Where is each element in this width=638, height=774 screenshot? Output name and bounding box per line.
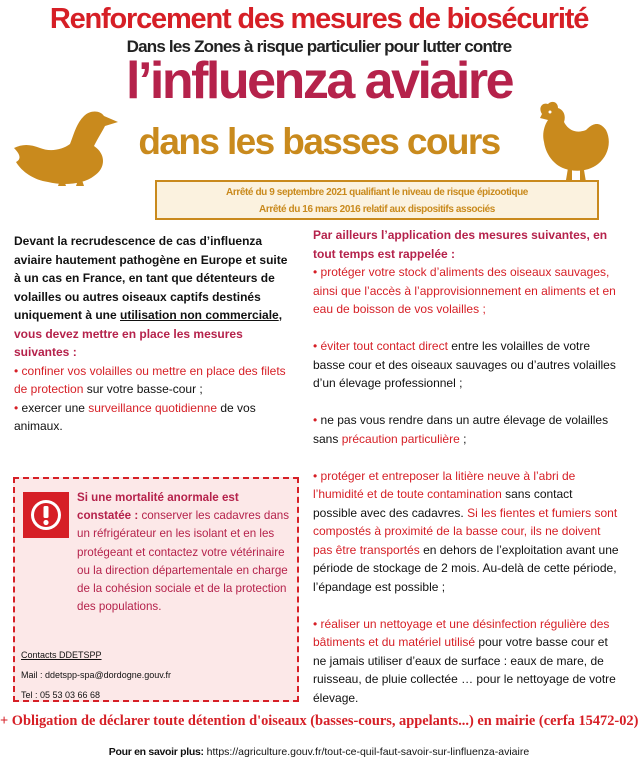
measure-3-bullet: • <box>313 413 321 427</box>
intro-text: Devant la recrudescence de cas d’influenza aviaire hautement pathogène en Europe et suite à un cas en France, en tant que détenteurs de volailles ou autres oiseaux captifs destinés uniquement à une <box>14 234 288 322</box>
alert-bold: Si une mortalité anormale est constatée : <box>77 491 239 523</box>
mortality-alert-box <box>13 477 299 702</box>
measure-3-red: précaution particulière <box>341 431 460 446</box>
duck-icon <box>8 104 120 186</box>
item2-a: exercer une <box>21 400 89 415</box>
item2-bullet: • <box>14 400 22 415</box>
measure-3-b: ; <box>459 431 467 446</box>
measure-5 <box>313 615 619 708</box>
intro-underlined: utilisation non commerciale <box>120 308 279 322</box>
measure-3-a: ne pas vous rendre dans un autre élevage de volailles sans <box>313 413 609 446</box>
right-column <box>313 226 619 707</box>
measure-2-red: • éviter tout contact direct <box>313 339 448 353</box>
left-item-1 <box>14 362 290 399</box>
intro-comma: , <box>278 308 283 322</box>
item2-b: de vos animaux. <box>14 400 256 433</box>
intro-red: vous devez mettre en place les mesures suivantes : <box>14 326 243 359</box>
item1-rest: sur votre basse-cour ; <box>83 382 203 396</box>
decrees-box <box>155 180 599 220</box>
left-column <box>14 232 290 436</box>
contact-tel: Tel : 05 53 03 66 68 <box>21 690 101 700</box>
hen-icon <box>528 100 612 184</box>
measure-4-red2: Si les fientes et fumiers sont compostés à proximité de la basse cour, ils ne doivent pas être transportés <box>313 505 618 557</box>
decree-line-2: Arrêté du 16 mars 2016 relatif aux dispositifs associés <box>259 204 495 215</box>
measure-4-rest2: en dehors de l’exploitation avant une période de stockage de 2 mois. Au-delà de cette période, l’épandage est possible ; <box>313 542 619 594</box>
measure-5-red: • réaliser un nettoyage et une désinfection régulière des bâtiments et du matériel utilisé <box>313 616 610 649</box>
more-label: Pour en savoir plus: <box>108 746 204 758</box>
item2-red: surveillance quotidienne <box>88 400 218 415</box>
alert-text <box>77 489 293 616</box>
measure-3 <box>313 411 619 448</box>
measure-4-rest1: sans contact possible avec des cadavres. <box>313 487 573 520</box>
decree-line-1: Arrêté du 9 septembre 2021 qualifiant le niveau de risque épizootique <box>226 187 528 198</box>
title-line-3: l’influenza aviaire <box>126 52 512 110</box>
contacts-heading: Contacts DDETSPP <box>21 650 102 660</box>
title-line-2: Dans les Zones à risque particulier pour lutter contre <box>126 37 512 56</box>
measure-4 <box>313 467 619 597</box>
measure-2-rest: entre les volailles de votre basse cour et des oiseaux sauvages ou d’autres volailles d’un élevage professionnel ; <box>313 339 616 390</box>
measure-5-rest: pour votre basse cour et ne jamais utiliser d’eaux de surface : eaux de mare, de ruisseau, de pluie collectée … pour le nettoyage de votre élevage. <box>313 635 616 705</box>
item1-red: • confiner vos volailles ou mettre en place des filets de protection <box>14 363 286 396</box>
more-info <box>0 746 638 758</box>
more-url-link[interactable]: https://agriculture.gouv.fr/tout-ce-quil-faut-savoir-sur-linfluenza-aviaire <box>203 746 530 758</box>
measure-4-red1: • protéger et entreposer la litière neuve à l’abri de l’humidité et de toute contamination <box>313 468 576 501</box>
declaration-obligation: + Obligation de déclarer toute détention d'oiseaux (basses-cours, appelants...) en mairie (cerfa 15472-02) <box>0 713 638 729</box>
left-intro <box>14 232 290 362</box>
contact-mail: Mail : ddetspp-spa@dordogne.gouv.fr <box>21 670 172 680</box>
contacts <box>21 645 291 705</box>
measure-2 <box>313 337 619 393</box>
alert-body: conserver les cadavres dans un réfrigérateur en les isolant et en les protégeant et contactez votre vétérinaire ou la direction départementale en charge de la cohésion sociale et de la protection des populations. <box>77 509 290 614</box>
measure-1: • protéger votre stock d’aliments des oiseaux sauvages, ainsi que l’accès à l’approvisionnement en aliments et en eau de boisson de vos volailles ; <box>313 265 616 316</box>
title-line-4: dans les basses cours <box>138 121 500 162</box>
title-line-1: Renforcement des mesures de biosécurité <box>49 3 589 35</box>
exclamation-icon <box>23 492 69 538</box>
right-intro: Par ailleurs l’application des mesures suivantes, en tout temps est rappelée : <box>313 228 608 261</box>
left-item-2 <box>14 399 290 436</box>
